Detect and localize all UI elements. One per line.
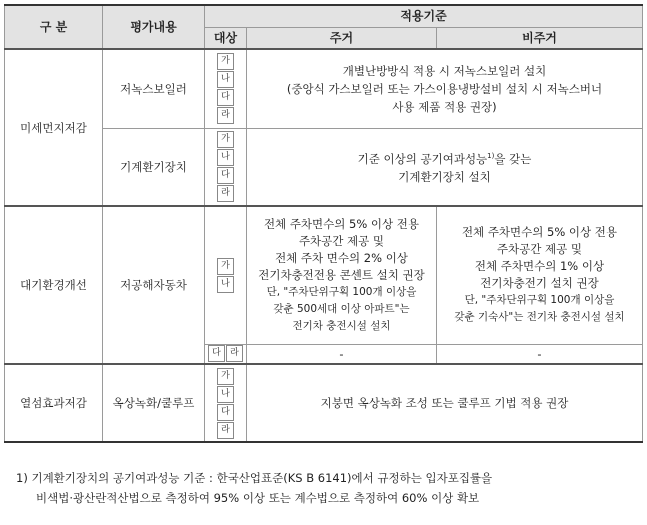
footnote-ref: 1) [487, 152, 495, 161]
criteria-line: 전체 주차면수의 1% 이상 [474, 259, 605, 274]
criteria-line: 주차공간 제공 및 [298, 233, 385, 248]
footnote [16, 468, 492, 508]
target-square: 가 [217, 258, 234, 275]
criteria-ev-nonresidential [437, 206, 643, 344]
criteria-line: 전체 주차면수의 5% 이상 전용 [461, 225, 618, 240]
target-square: 다 [217, 167, 234, 184]
target-squares [205, 364, 247, 442]
category-fine-dust: 미세먼지저감 [5, 49, 103, 206]
target-square: 다 [217, 89, 234, 106]
criteria-line: 기준 이상의 공기여과성능$^{1)}$을 갖는 [357, 152, 532, 167]
target-square: 라 [226, 345, 243, 362]
content-low-nox-boiler: 저녹스보일러 [103, 49, 205, 128]
target-square: 다 [208, 345, 225, 362]
header-category: 구 분 [5, 5, 103, 49]
header-residential: 주거 [247, 27, 437, 49]
criteria-table [4, 4, 643, 443]
target-square: 다 [217, 404, 234, 421]
target-square: 나 [217, 276, 234, 293]
target-square: 라 [217, 422, 234, 439]
header-target: 대상 [205, 27, 247, 49]
target-square: 나 [217, 71, 234, 88]
category-heat-island: 열섬효과저감 [5, 364, 103, 442]
criteria-line: 전체 주차면수의 5% 이상 전용 [263, 216, 420, 231]
criteria-ev-residential [247, 206, 437, 344]
criteria-note: 단, "주차단위구획 100개 이상을 [464, 294, 615, 307]
criteria-line: 전기차충전기 설치 권장 [480, 276, 599, 291]
category-air: 대기환경개선 [5, 206, 103, 364]
target-square: 나 [217, 149, 234, 166]
criteria-line: 주차공간 제공 및 [496, 242, 583, 257]
criteria-note: 단, "주차단위구획 100개 이상을 [266, 285, 417, 298]
target-square: 가 [217, 368, 234, 385]
content-ventilation: 기계환기장치 [103, 128, 205, 206]
criteria-ventilation [247, 128, 643, 206]
target-square: 가 [217, 53, 234, 70]
header-content: 평가내용 [103, 5, 205, 49]
criteria-note: 갖춘 기숙사"는 전기차 충전시설 설치 [454, 311, 625, 324]
footnote-line: 1) 기계환기장치의 공기여과성능 기준 : 한국산업표준(KS B 6141)에서 규정하는 입자포집률을 [16, 471, 493, 485]
criteria-line: (중앙식 가스보일러 또는 가스이용냉방설비 설치 시 저녹스버너 [286, 81, 603, 96]
target-square: 라 [217, 185, 234, 202]
target-squares [205, 344, 247, 364]
criteria-note: 갖춘 500세대 이상 아파트"는 [273, 302, 410, 315]
criteria-line: 전체 주차 면수의 2% 이상 [275, 250, 408, 265]
criteria-note: 전기차 충전시설 설치 [292, 319, 391, 332]
content-green-roof: 옥상녹화/쿨루프 [103, 364, 205, 442]
target-squares [205, 206, 247, 344]
footnote-line: 비색법·광산란적산법으로 측정하여 95% 이상 또는 계수법으로 측정하여 60% 이상 확보 [36, 491, 480, 505]
criteria-line: 전기차충전전용 콘센트 설치 권장 [258, 267, 425, 282]
header-nonresidential: 비주거 [437, 27, 643, 49]
target-squares [205, 128, 247, 206]
criteria-line: 개별난방방식 적용 시 저녹스보일러 설치 [342, 63, 547, 78]
header-criteria: 적용기준 [205, 5, 643, 27]
criteria-line: 사용 제품 적용 권장) [392, 99, 497, 114]
criteria-dash-residential: - [247, 344, 437, 364]
target-square: 나 [217, 386, 234, 403]
target-square: 라 [217, 107, 234, 124]
target-square: 가 [217, 131, 234, 148]
criteria-dash-nonresidential: - [437, 344, 643, 364]
target-squares [205, 49, 247, 128]
criteria-green-roof: 지붕면 옥상녹화 조성 또는 쿨루프 기법 적용 권장 [247, 364, 643, 442]
criteria-line: 기계환기장치 설치 [398, 170, 491, 185]
content-low-emission-vehicle: 저공해자동차 [103, 206, 205, 364]
criteria-low-nox-boiler [247, 49, 643, 128]
